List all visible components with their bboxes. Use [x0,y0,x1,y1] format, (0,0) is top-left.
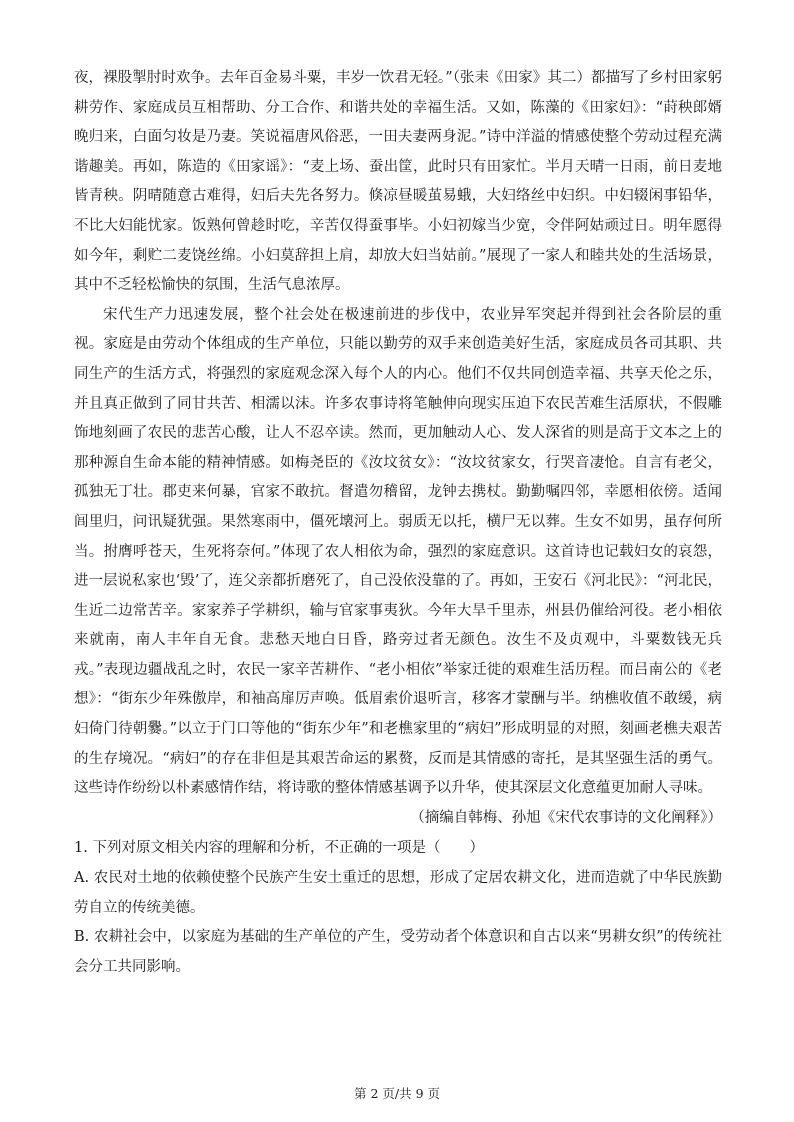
option-a: A. 农民对土地的依赖使整个民族产生安土重迁的思想，形成了定居农耕文化，进而造就了中华民族勤劳自立的传统美德。 [74,870,722,916]
article-paragraph-1: 夜，裸股掣肘时欢争。去年百金易斗粟，丰岁一饮君无轻。”（张耒《田家》其二）都描写了乡村田家躬耕劳作、家庭成员互相帮助、分工合作、和谐共处的幸福生活。又如，陈藻的《田家妇》：“莳秧郎婿晚归来，白面匀妆是乃妻。笑说福唐风俗恶，一田夫妻两身泥。”诗中洋溢的情感使整个劳动过程充满谐趣美。再如，陈造的《田家谣》：“麦上场、蚕出筐，此时只有田家忙。半月天晴一日雨，前日麦地皆青秧。阴晴随意古难得，妇后夫先各努力。倏凉昼暖茧易蛾，大妇络丝中妇织。中妇辍闲事铅华，不比大妇能忧家。饭熟何曾趁时吃，辛苦仅得蚕事毕。小妇初嫁当少宽，令伴阿姑顽过日。明年愿得如今年，剩贮二麦饶丝绵。小妇莫辞担上肩，却放大妇当姑前。”展现了一家人和睦共处的生活场景，其中不乏轻松愉快的氛围，生活气息浓厚。 [74,70,722,294]
document-page [74,64,722,982]
question-stem: 1. 下列对原文相关内容的理解和分析，不正确的一项是（ ） [74,840,484,857]
article-source: （摘编自韩梅、孙旭《宋代农事诗的文化阐释》） [410,809,722,826]
page-footer: 第 2 页/共 9 页 [353,1086,440,1101]
article-paragraph-2: 宋代生产力迅速发展，整个社会处在极速前进的步伐中，农业异军突起并得到社会各阶层的重视。家庭是由劳动个体组成的生产单位，只能以勤劳的双手来创造美好生活，家庭成员各司其职、共同生产的生活方式，将强烈的家庭观念深入每个人的内心。他们不仅共同创造幸福、共享天伦之乐，并且真正做到了同甘共苦、相濡以沫。许多农事诗将笔触伸向现实压迫下农民苦难生活原状，不假雕饰地刻画了农民的悲苦心酸，让人不忍卒读。然而，更加触动人心、发人深省的则是高于文本之上的那种源自生命本能的精神情感。如梅尧臣的《汝坟贫女》：“汝坟贫家女，行哭音凄怆。自言有老父，孤独无丁壮。郡吏来何暴，官家不敢抗。督遣勿稽留，龙钟去携杖。勤勤嘱四邻，幸愿相依傍。适闻闾里归，问讯疑犹强。果然寒雨中，僵死壊河上。弱质无以托，横尸无以葬。生女不如男，虽存何所当。拊膺呼苍天，生死将奈何。”体现了农人相依为命，强烈的家庭意识。这首诗也记载妇女的哀怨，进一层说私家也‘毁’了，连父亲都折磨死了，自己没依没靠的了。再如，王安石《河北民》：“河北民，生近二边常苦辛。家家养子学耕织，输与官家事夷狄。今年大旱千里赤，州县仍催给河役。老小相依来就南，南人丰年自无食。悲愁天地白日昏，路旁过者无颜色。汝生不及贞观中，斗粟数钱无兵戎。”表现边疆战乱之时，农民一家辛苦耕作、“老小相依”举家迁徙的艰难生活历程。而吕南公的《老想》：“街东少年殊傲岸，和袖高扉厉声唤。低眉索价退听言，移客才蒙酬与半。纳樵收值不敢缓，病妇倚门待朝爨。”以立于门口等他的“街东少年”和老樵家里的“病妇”形成明显的对照，刻画老樵夫艰苦的生存境况。“病妇”的存在非但是其艰苦命运的累赘，反而是其情感的寄托，是其坚强生活的勇气。这些诗作纷纷以朴素感情作结，将诗歌的整体情感基调予以升华，使其深层文化意蕴更加耐人寻味。 [74,306,722,797]
option-b: B. 农耕社会中，以家庭为基础的生产单位的产生，受劳动者个体意识和自古以来“男耕女织”的传统社会分工共同影响。 [74,929,722,975]
